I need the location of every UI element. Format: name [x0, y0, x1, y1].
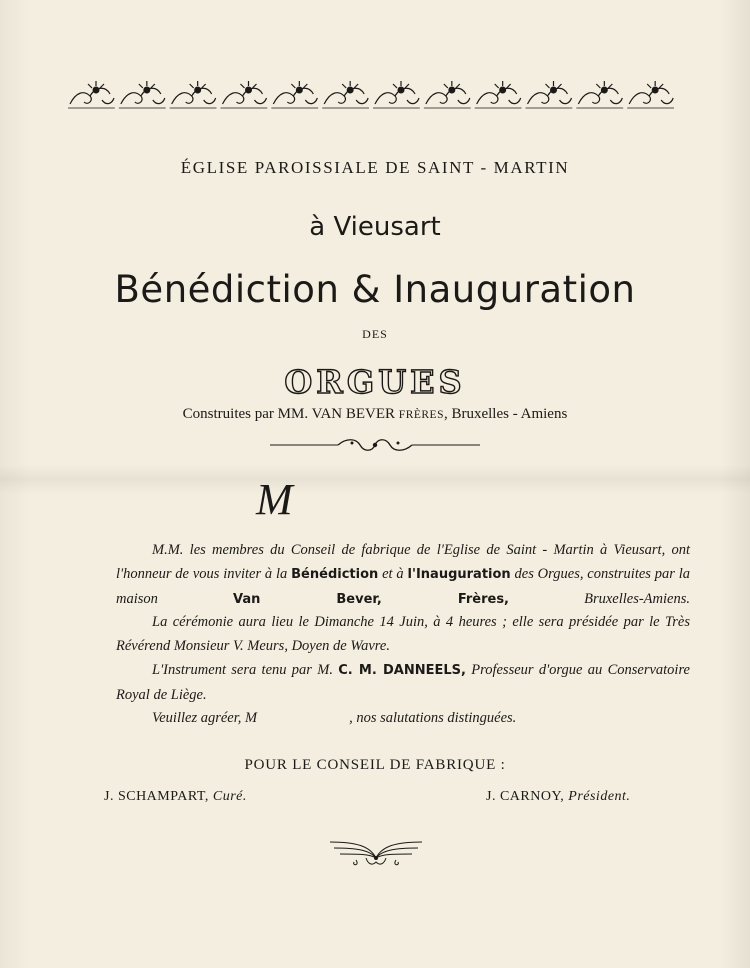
- floral-motif: [119, 81, 166, 108]
- p3-text-c: Professeur d'orgue au Conservatoire Royal de Liège.: [116, 662, 690, 703]
- paragraph-closing: [116, 706, 690, 730]
- event-title: Bénédiction & Inauguration: [114, 268, 636, 311]
- p1-text-d: des Orgues, construites par la maison: [116, 566, 691, 607]
- cure-role: Curé.: [212, 789, 247, 804]
- scroll-divider-ornament: [268, 437, 482, 453]
- floral-motif: [424, 81, 471, 108]
- p2-text: La cérémonie aura lieu le Dimanche 14 Juin, à 4 heures ; elle sera présidée par le Très Révérend Monsieur V. Meurs, Doyen de Wavre.: [116, 614, 690, 654]
- p1-text-e: Bruxelles-Amiens.: [584, 591, 690, 607]
- p3-text-a: L'Instrument sera tenu par M.: [152, 662, 333, 678]
- floral-motif: [373, 81, 420, 108]
- subject-title: ORGUES: [284, 363, 466, 401]
- builder-prefix: Construites par MM. VAN BEVER: [182, 406, 396, 422]
- builder-line: [0, 406, 750, 423]
- floral-motif: [322, 81, 369, 108]
- des-word: DES: [362, 327, 388, 341]
- paragraph-invitation: [116, 538, 690, 612]
- president-name: J. CARNOY,: [486, 789, 565, 804]
- p1-inauguration: l'Inauguration: [407, 567, 511, 582]
- signature-cure: [104, 789, 247, 805]
- floral-motif: [221, 81, 268, 108]
- p1-text-c: et à: [382, 566, 404, 582]
- church-name: ÉGLISE PAROISSIALE DE SAINT - MARTIN: [180, 158, 570, 177]
- floral-motif: [68, 81, 115, 108]
- signature-heading: POUR LE CONSEIL DE FABRIQUE :: [244, 757, 506, 773]
- p4-text-a: Veuillez agréer, M: [152, 710, 258, 726]
- paragraph-ceremony: [116, 610, 690, 658]
- floral-border-ornament: [66, 78, 676, 114]
- floral-motif: [576, 81, 623, 108]
- floral-motif: [475, 81, 522, 108]
- floral-motif: [627, 81, 674, 108]
- place-name: à Vieusart: [309, 212, 441, 242]
- president-role: Président.: [568, 789, 631, 804]
- floral-motif: [526, 81, 573, 108]
- p1-text-a: M.M. les membres du Conseil de fabrique de l'Eglise de Saint - Martin à Vieusart, ont l'honneur de vous inviter à la: [116, 542, 690, 582]
- p1-benediction: Bénédiction: [291, 567, 379, 582]
- paragraph-organist: [116, 658, 690, 707]
- p1-maison: Van Bever, Frères,: [233, 592, 509, 607]
- p3-organist-name: C. M. DANNEELS,: [338, 663, 466, 678]
- cure-name: J. SCHAMPART,: [104, 789, 209, 804]
- salutation-initial: M: [256, 475, 293, 524]
- p4-text-b: , nos salutations distinguées.: [349, 710, 517, 726]
- signature-president: [486, 789, 630, 805]
- fan-tailpiece-ornament: [326, 836, 426, 868]
- builder-freres: FRÈRES: [398, 409, 444, 421]
- builder-suffix: , Bruxelles - Amiens: [443, 406, 568, 422]
- floral-motif: [170, 81, 217, 108]
- floral-motif: [271, 81, 318, 108]
